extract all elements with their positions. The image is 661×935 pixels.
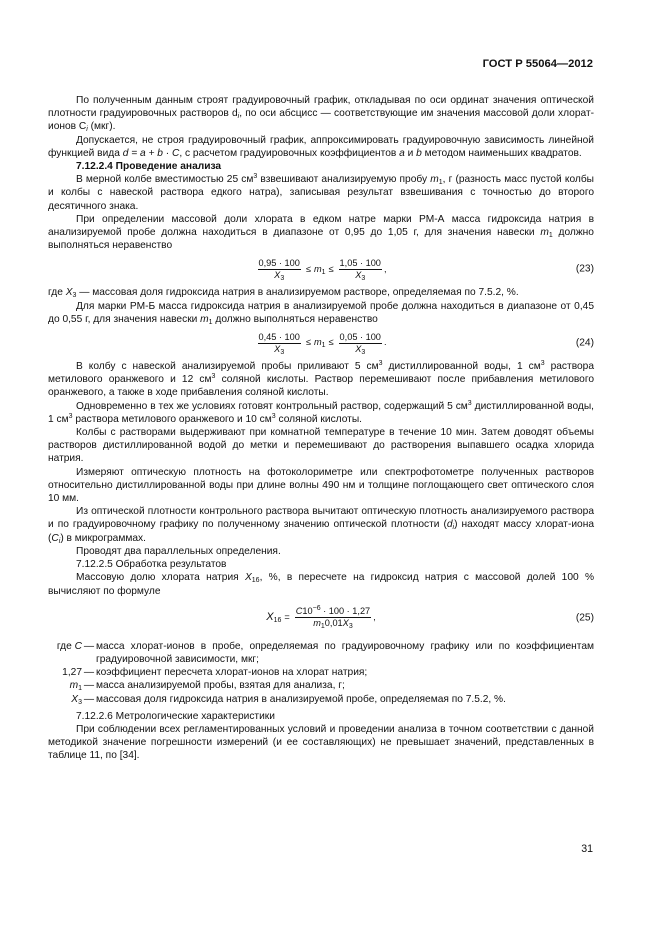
paragraph-add-reagents: В колбу с навеской анализируемой пробы приливают 5 $см^3$ дистиллированной воды, 1 $см^3$ раствора метилового оранжевого и 12 $см^3$ соляной кислоты. Раствор перемешивают после прибавления метилового оранжевого, а также в ходе прибавления соляной кислоты. xyxy=(48,360,594,399)
paragraph-accuracy: При соблюдении всех регламентированных условий и проведении анализа в точном соответствии с данной методикой значение погрешности измерений (и ее составляющих) не превышает значений, представленных в таблице 11, по [34]. xyxy=(48,723,594,762)
formula-number-25: (25) xyxy=(575,612,594,624)
fraction-right: $\frac{1,05 \cdot 100}{X_3}$ xyxy=(339,257,381,282)
standard-header: ГОСТ Р 55064—2012 xyxy=(482,58,593,70)
page-number: 31 xyxy=(581,843,593,855)
paragraph-measure-density: Измеряют оптическую плотность на фотоколориметре или спектрофотометре полученных растворов относительно дистиллированной воды при длине волны 490 нм и толщине поглощающего свет оптического слоя 10 мм. xyxy=(48,466,594,505)
paragraph-mass-fraction: Массовую долю хлората натрия $X_{16}$, %, в пересчете на гидроксид натрия с массовой долей 100 % вычисляют по формуле xyxy=(48,572,595,597)
section-heading-processing: 7.12.2.5 Обработка результатов xyxy=(76,559,227,571)
legend-item-c: где C — масса хлорат-ионов в пробе, определяемая по градуировочному графику или по коэффициентам градуировочной зависимости, мкг; xyxy=(56,640,594,665)
paragraph-keep-flasks: Колбы с растворами выдерживают при комнатной температуре в течение 10 мин. Затем доводят объемы растворов дистиллированной водой до метки и перемешивают до растворения выпавшего осадка хлорида натрия. xyxy=(48,427,594,465)
fraction-left: $\frac{0,95 \cdot 100}{X_3}$ xyxy=(258,257,300,282)
paragraph-linear-approximation: Допускается, не строя градуировочный график, аппроксимировать градуировочную зависимость линейной функцией вида d = a + b · C, с расчетом градуировочных коэффициентов a и b методом наименьших квадратов. xyxy=(48,134,594,159)
fraction-right: $\frac{0,05 \cdot 100}{X_3}$ xyxy=(339,331,381,356)
paragraph-grade-rma: При определении массовой доли хлората в едком натре марки РМ-А масса гидроксида натрия в анализируемой пробе должна находиться в диапазоне от 0,95 до 1,05 г, для значения навески $m_1$ должно выполняться неравенство xyxy=(48,213,594,252)
formula-24: $\frac{0,45 \cdot 100}{X_3}$ ≤ $m_1$ ≤ $\frac{0,05 \cdot 100}{X_3}$ . (24) xyxy=(258,331,594,356)
paragraph-control-solution: Одновременно в тех же условиях готовят контрольный раствор, содержащий 5 $см^3$ дистиллированной воды, 1 $см^3$ раствора метилового оранжевого и 10 $см^3$ соляной кислоты. xyxy=(48,399,594,425)
paragraph-weighing: В мерной колбе вместимостью 25 $см^3$ взвешивают анализируемую пробу $m_1$, г (разность масс пустой колбы и колбы с навеской раствора едкого натра), записывая результат взвешивания с точностью до второго десятичного знака. xyxy=(48,173,594,212)
paragraph-where-x3: где $X_3$ — массовая доля гидроксида натрия в анализируемом растворе, определяемая по 7.5.2, %. xyxy=(48,287,519,300)
paragraph-subtract-density: Из оптической плотности контрольного раствора вычитают оптическую плотность анализируемого раствора и по градуировочному графику по полученному значению оптической плотности $(d_i)$ находят массу хлорат-иона $(C_i)$ в микрограммах. xyxy=(48,506,594,545)
legend-item-coefficient: 1,27 — коэффициент пересчета хлорат-ионов на хлорат натрия; xyxy=(62,667,368,679)
formula-23: $\frac{0,95 \cdot 100}{X_3}$ ≤ $m_1$ ≤ $\frac{1,05 \cdot 100}{X_3}$ , (23) xyxy=(258,257,594,282)
formula-legend xyxy=(48,640,594,706)
paragraph-grade-rmb: Для марки РМ-Б масса гидроксида натрия в анализируемой пробе должна находиться в диапазоне от 0,45 до 0,55 г, для значения навески $m_1$ должно выполняться неравенство xyxy=(48,300,594,326)
document-body xyxy=(48,94,594,763)
section-heading-analysis: 7.12.2.4 Проведение анализа xyxy=(76,161,222,173)
paragraph-parallel: Проводят два параллельных определения. xyxy=(76,545,281,557)
section-heading-metrology: 7.12.2.6 Метрологические характеристики xyxy=(76,710,275,722)
formula-number-23: (23) xyxy=(575,263,594,275)
legend-item-x3: $X_3$ — массовая доля гидроксида натрия в анализируемой пробе, определяемая по 7.5.2, %. xyxy=(71,693,506,706)
fraction-left: $\frac{0,45 \cdot 100}{X_3}$ xyxy=(258,331,300,356)
formula-number-24: (24) xyxy=(575,337,594,349)
legend-item-m1: $m_1$ — масса анализируемой пробы, взятая для анализа, г; xyxy=(69,680,345,693)
formula-25: $X_{16}$ = $\frac{C10^{-6} \cdot 100 \cdot 1,27}{m_10,01X_3}$ , (25) xyxy=(266,605,594,631)
fraction-main: $\frac{C10^{-6} \cdot 100 \cdot 1,27}{m_10,01X_3}$ xyxy=(295,605,371,631)
paragraph-calibration-graph: По полученным данным строят градуировочный график, откладывая по оси ординат значения оптической плотности градуировочных растворов $d_i$, по оси абсцисс — соответствующие им значения массовой доли хлорат-ионов $C_i$ (мкг). xyxy=(48,95,594,134)
